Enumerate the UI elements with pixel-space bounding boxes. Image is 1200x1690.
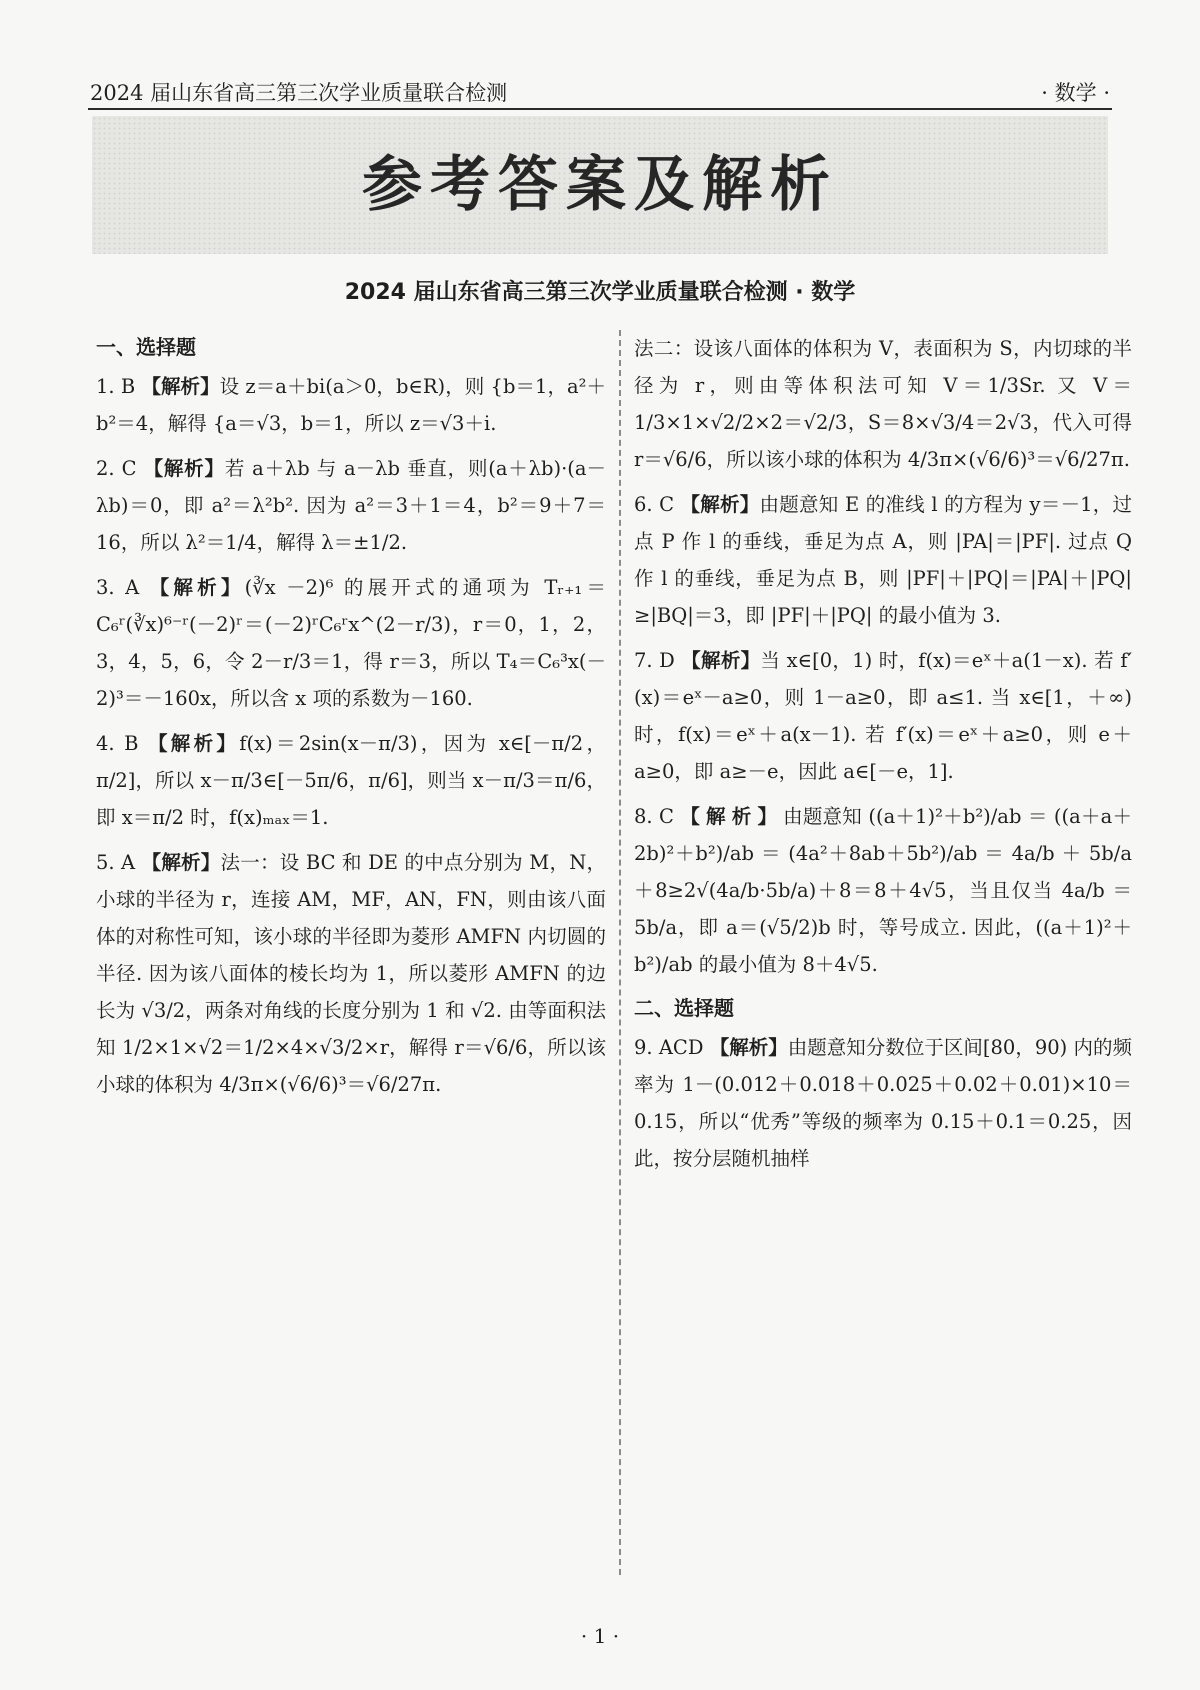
answer-item-4 <box>96 725 606 836</box>
question-number: 1. <box>96 375 115 398</box>
answer-item-7 <box>634 642 1132 790</box>
answer-item-3 <box>96 569 606 717</box>
exam-subtitle: 2024 届山东省高三第三次学业质量联合检测 · 数学 <box>344 280 856 305</box>
answer-choice: ACD <box>658 1036 704 1059</box>
title-banner <box>92 116 1108 254</box>
question-number: 4. <box>96 732 115 755</box>
answer-explanation: 由题意知 ((a＋1)²＋b²)/ab ＝ ((a＋a＋2b)²＋b²)/ab ＝ (4a²＋8ab＋5b²)/ab ＝ 4a/b ＋ 5b/a ＋8≥2√(4a/b·5b/a)＋8＝8＋4√5，当且仅当 4a/b ＝ 5b/a，即 a＝(√5/2)b 时，等号成立. 因此，((a＋1)²＋b²)/ab 的最小值为 8＋4√5. <box>634 805 1132 976</box>
answer-item-5-method-2 <box>634 330 1132 478</box>
running-header-subject: · 数学 · <box>1041 81 1110 105</box>
page-title: 参考答案及解析 <box>362 150 838 220</box>
question-number: 8. <box>634 805 653 828</box>
analysis-tag: 【解析】 <box>709 1036 788 1059</box>
answer-item-1 <box>96 368 606 442</box>
question-number: 2. <box>96 457 115 480</box>
question-number: 7. <box>634 649 653 672</box>
answer-explanation: 当 x∈[0，1) 时，f(x)＝eˣ＋a(1－x). 若 f′(x)＝eˣ－a≥0，则 1－a≥0，即 a≤1. 当 x∈[1，＋∞) 时，f(x)＝eˣ＋a(x－1). 若 f′(x)＝eˣ＋a≥0，则 e＋a≥0，即 a≥－e，因此 a∈[－e，1]. <box>634 649 1132 783</box>
analysis-tag: 【解析】 <box>149 576 245 599</box>
question-number: 5. <box>96 851 115 874</box>
running-header-title: 2024 届山东省高三第三次学业质量联合检测 <box>90 81 508 105</box>
analysis-tag: 【解析】 <box>681 649 761 672</box>
section-title-multiple-choice: 二、选择题 <box>634 996 734 1020</box>
answer-choice: B <box>120 375 136 398</box>
page-number: · 1 · <box>580 1624 620 1648</box>
question-number: 3. <box>96 576 115 599</box>
answer-item-8 <box>634 798 1132 983</box>
analysis-tag: 【解析】 <box>680 493 760 516</box>
answer-explanation: f(x)＝2sin(x－π/3)，因为 x∈[－π/2，π/2]，所以 x－π/3∈[－5π/6，π/6]，则当 x－π/3＝π/6，即 x＝π/2 时，f(x)ₘₐₓ＝1. <box>96 732 606 829</box>
analysis-tag: 【解析】 <box>680 805 784 828</box>
answer-choice: C <box>659 805 674 828</box>
answer-item-5 <box>96 844 606 1103</box>
column-divider <box>619 330 621 1575</box>
question-number: 9. <box>634 1036 653 1059</box>
analysis-tag: 【解析】 <box>143 457 225 480</box>
answer-explanation: 法二：设该八面体的体积为 V，表面积为 S，内切球的半径为 r，则由等体积法可知 V＝1/3Sr. 又 V＝1/3×1×√2/2×2＝√2/3，S＝8×√3/4＝2√3，代入可得 r＝√6/6，所以该小球的体积为 4/3π×(√6/6)³＝√6/27π. <box>634 337 1132 471</box>
answer-explanation: 法一：设 BC 和 DE 的中点分别为 M，N，小球的半径为 r，连接 AM，MF，AN，FN，则由该八面体的对称性可知，该小球的半径即为菱形 AMFN 内切圆的半径. 因为该八面体的棱长均为 1，所以菱形 AMFN 的边长为 √3/2，两条对角线的长度分别为 1 和 √2. 由等面积法知 1/2×1×√2＝1/2×4×√3/2×r，解得 r＝√6/6，所以该小球的体积为 4/3π×(√6/6)³＝√6/27π. <box>96 851 606 1096</box>
answer-explanation: 由题意知分数位于区间[80，90) 内的频率为 1－(0.012＋0.018＋0.025＋0.02＋0.01)×10＝0.15，所以“优秀”等级的频率为 0.15＋0.1＝0.25，因此，按分层随机抽样 <box>634 1036 1132 1170</box>
right-column <box>634 330 1132 1580</box>
answer-item-6 <box>634 486 1132 634</box>
left-column <box>96 330 606 1580</box>
answer-explanation: (∛x －2)⁶ 的展开式的通项为 Tᵣ₊₁＝C₆ʳ(∛x)⁶⁻ʳ(－2)ʳ＝(－2)ʳC₆ʳx^(2－r/3)，r＝0，1，2，3，4，5，6，令 2－r/3＝1，得 r＝3，所以 T₄＝C₆³x(－2)³＝－160x，所以含 x 项的系数为－160. <box>96 576 606 710</box>
answer-choice: B <box>124 732 139 755</box>
question-number: 6. <box>634 493 653 516</box>
analysis-tag: 【解析】 <box>141 851 221 874</box>
analysis-tag: 【解析】 <box>147 732 240 755</box>
answer-choice: A <box>121 851 136 874</box>
answer-item-9 <box>634 1029 1132 1177</box>
answer-choice: C <box>121 457 137 480</box>
answer-choice: D <box>659 649 675 672</box>
answer-choice: C <box>659 493 674 516</box>
answer-explanation: 若 a＋λb 与 a－λb 垂直，则(a＋λb)·(a－λb)＝0，即 a²＝λ²b². 因为 a²＝3＋1＝4，b²＝9＋7＝16，所以 λ²＝1/4，解得 λ＝±1/2. <box>96 457 606 554</box>
answer-explanation: 由题意知 E 的准线 l 的方程为 y＝－1，过点 P 作 l 的垂线，垂足为点 A，则 |PA|＝|PF|. 过点 Q 作 l 的垂线，垂足为点 B，则 |PF|＋|PQ|＝|PA|＋|PQ|≥|BQ|＝3，即 |PF|＋|PQ| 的最小值为 3. <box>634 493 1132 627</box>
section-title-single-choice: 一、选择题 <box>96 335 196 359</box>
answer-item-2 <box>96 450 606 561</box>
answer-choice: A <box>125 576 140 599</box>
answer-explanation: 设 z＝a＋bi(a＞0，b∈R)，则 {b＝1，a²＋b²＝4，解得 {a＝√3，b＝1，所以 z＝√3＋i. <box>96 375 606 435</box>
analysis-tag: 【解析】 <box>141 375 220 398</box>
running-header <box>88 78 1112 110</box>
